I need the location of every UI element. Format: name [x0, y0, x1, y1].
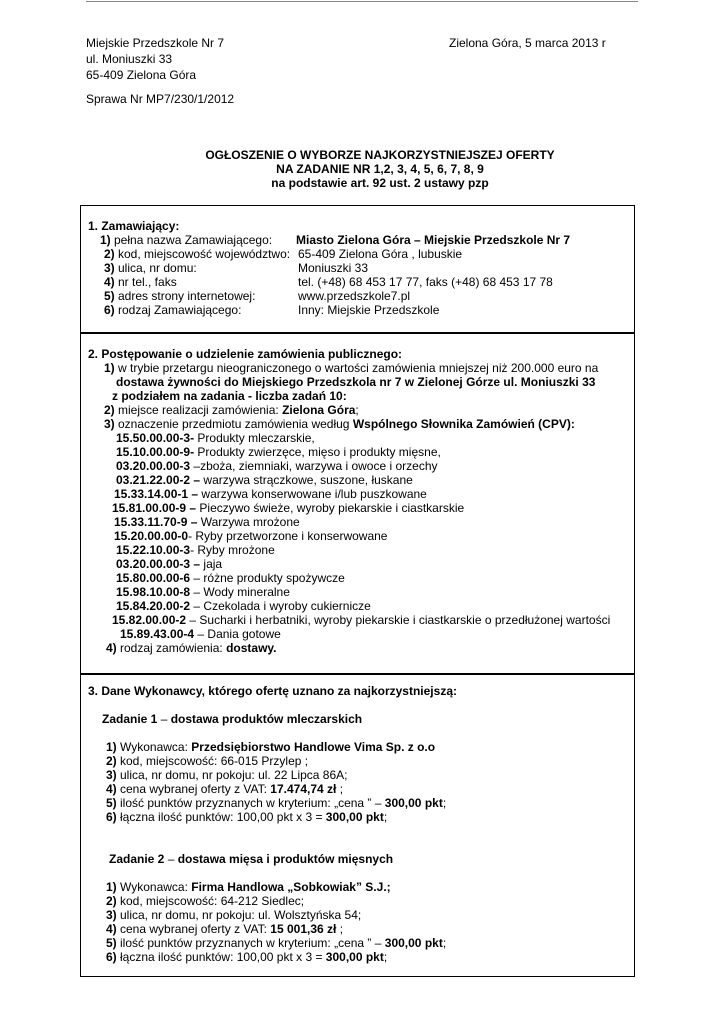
- cpv-item: [116, 571, 345, 585]
- s1-item-4: [104, 275, 177, 289]
- section-2-heading: 2. Postępowanie o udzielenie zamówienia publicznego:: [88, 347, 403, 361]
- item-text: cena wybranej oferty z VAT:: [116, 782, 271, 796]
- cpv-code: 15.82.00.00-2: [112, 613, 187, 627]
- s1-item-2: [104, 247, 290, 261]
- cpv-code: 03.20.00.00-3: [116, 459, 191, 473]
- s1-item-4-label: nr tel., faks: [114, 275, 177, 289]
- cpv-desc: warzywa konserwowane i/lub puszkowane: [198, 487, 427, 501]
- task-1-item-2: [106, 754, 308, 768]
- document-date: Zielona Góra, 5 marca 2013 r: [449, 36, 606, 50]
- sender-address: [86, 35, 224, 83]
- cpv-code: 15.33.11.70-9 –: [114, 515, 198, 529]
- s1-item-2-value: 65-409 Zielona Góra , lubuskie: [298, 247, 463, 261]
- cpv-item: [114, 529, 387, 543]
- item-end: ;: [442, 796, 447, 810]
- cpv-item: [114, 515, 300, 529]
- s1-item-3-value: Moniuszki 33: [298, 261, 369, 275]
- task-2-item-3: [106, 908, 361, 922]
- s2-point-4-text: rodzaj zamówienia:: [116, 641, 227, 655]
- cpv-item: [112, 613, 610, 627]
- s1-item-2-num: 2): [104, 247, 115, 261]
- task-2-item-4: [106, 922, 343, 936]
- cpv-code: 15.50.00.00-3-: [116, 431, 195, 445]
- cpv-desc: Pieczywo świeże, wyroby piekarskie i ciastkarskie: [196, 501, 465, 515]
- task-1-item-4: [106, 782, 343, 796]
- contractor-name: Przedsiębiorstwo Handlowe Vima Sp. z o.o: [191, 740, 436, 754]
- cpv-desc: - Ryby przetworzone i konserwowane: [188, 529, 388, 543]
- s1-item-1-value: Miasto Zielona Góra – Miejskie Przedszkole Nr 7: [296, 233, 571, 247]
- s2-point-1-tasks: z podziałem na zadania - liczba zadań 10:: [112, 389, 347, 403]
- item-text: kod, miejscowość: 64-212 Siedlec;: [116, 894, 305, 908]
- s2-point-2-text: miejsce realizacji zamówienia:: [114, 403, 283, 417]
- cpv-code: 15.98.10.00-8: [116, 585, 191, 599]
- cpv-item: [116, 585, 290, 599]
- contractor-name: Firma Handlowa „Sobkowiak” S.J.;: [191, 880, 391, 894]
- s1-item-5-num: 5): [104, 289, 115, 303]
- cpv-item: [120, 627, 281, 641]
- s1-item-6-value: Inny: Miejskie Przedszkole: [298, 303, 440, 317]
- task-1-item-1: [106, 740, 435, 754]
- cpv-desc: – Wody mineralne: [190, 585, 290, 599]
- criterion-points: 300,00 pkt: [384, 936, 443, 950]
- offer-price: 15 001,36 zł: [270, 922, 337, 936]
- offer-price: 17.474,74 zł: [270, 782, 337, 796]
- cpv-item: [116, 599, 371, 613]
- cpv-item: [112, 501, 464, 515]
- s1-item-4-value: tel. (+48) 68 453 17 77, faks (+48) 68 453 17 78: [298, 275, 553, 289]
- task-2-item-6: [106, 950, 387, 964]
- cpv-code: 03.20.00.00-3 –: [116, 557, 201, 571]
- org-name: Miejskie Przedszkole Nr 7: [86, 36, 225, 50]
- cpv-desc: – Sucharki i herbatniki, wyroby piekarskie i ciastkarskie o przedłużonej wartości: [186, 613, 611, 627]
- task-2-item-1: [106, 880, 391, 894]
- item-text: ulica, nr domu, nr pokoju: ul. 22 Lipca 86A;: [116, 768, 348, 782]
- cpv-item: [116, 431, 315, 445]
- cpv-code: 15.22.10.00-3: [116, 543, 191, 557]
- task-2-subject: dostawa mięsa i produktów mięsnych: [177, 852, 394, 866]
- task-1-title: [102, 712, 362, 726]
- cpv-code: 15.20.00.00-0: [114, 529, 189, 543]
- s1-item-1-num: 1): [100, 233, 111, 247]
- item-num: 3): [106, 768, 117, 782]
- cpv-desc: – Czekolada i wyroby cukiernicze: [190, 599, 371, 613]
- task-2-item-5: [106, 936, 446, 950]
- s2-point-1-text: w trybie przetargu nieograniczonego o wartości zamówienia mniejszej niż 200.000 euro na: [114, 361, 599, 375]
- cpv-code: 15.81.00.00-9 –: [112, 501, 197, 515]
- s2-point-4-type: dostawy.: [226, 641, 277, 655]
- case-number: Sprawa Nr MP7/230/1/2012: [86, 92, 235, 106]
- task-1-item-5: [106, 796, 446, 810]
- cpv-desc: – Dania gotowe: [194, 627, 281, 641]
- s2-point-3-num: 3): [104, 417, 115, 431]
- s1-item-5-label: adres strony internetowej:: [114, 289, 256, 303]
- s2-point-3: [104, 417, 575, 431]
- item-text: kod, miejscowość: 66-015 Przylep ;: [116, 754, 309, 768]
- item-num: 1): [106, 880, 117, 894]
- item-text: łączna ilość punktów: 100,00 pkt x 3 =: [116, 950, 326, 964]
- cpv-item: [116, 557, 222, 571]
- item-text: ilość punktów przyznanych w kryterium: „cena ” –: [116, 936, 385, 950]
- document-title: [80, 148, 680, 190]
- cpv-code: 03.21.22.00-2 –: [116, 473, 201, 487]
- title-line-3: na podstawie art. 92 ust. 2 ustawy pzp: [271, 176, 489, 190]
- s2-point-3-text: oznaczenie przedmiotu zamówienia według: [114, 417, 353, 431]
- total-points: 300,00 pkt: [325, 810, 384, 824]
- s2-point-2-end: ;: [355, 403, 359, 417]
- item-text: Wykonawca:: [116, 880, 192, 894]
- cpv-item: [114, 487, 427, 501]
- item-text: ilość punktów przyznanych w kryterium: „cena ” –: [116, 796, 385, 810]
- cpv-item: [116, 543, 275, 557]
- item-num: 2): [106, 894, 117, 908]
- section-3-heading: 3. Dane Wykonawcy, którego ofertę uznano za najkorzystniejszą:: [88, 684, 457, 698]
- task-1-item-3: [106, 768, 347, 782]
- item-end: ;: [383, 810, 388, 824]
- total-points: 300,00 pkt: [325, 950, 384, 964]
- s2-point-2: [104, 403, 359, 417]
- s1-item-3-num: 3): [104, 261, 115, 275]
- cpv-code: 15.10.00.00-9-: [116, 445, 195, 459]
- s2-point-2-num: 2): [104, 403, 115, 417]
- cpv-code: 15.89.43.00-4: [120, 627, 195, 641]
- s2-point-2-place: Zielona Góra: [282, 403, 356, 417]
- item-num: 5): [106, 796, 117, 810]
- item-num: 6): [106, 950, 117, 964]
- task-1-label: Zadanie 1: [102, 712, 158, 726]
- s1-item-6-num: 6): [104, 303, 115, 317]
- s2-point-1-subject: dostawa żywności do Miejskiego Przedszkola nr 7 w Zielonej Górze ul. Moniuszki 33: [116, 375, 596, 389]
- item-text: Wykonawca:: [116, 740, 192, 754]
- cpv-desc: Produkty mleczarskie,: [194, 431, 315, 445]
- item-text: ulica, nr domu, nr pokoju: ul. Wolsztyńska 54;: [116, 908, 362, 922]
- s2-point-1-num: 1): [104, 361, 115, 375]
- cpv-code: 15.80.00.00-6: [116, 571, 191, 585]
- cpv-desc: jaja: [200, 557, 223, 571]
- s1-item-6: [104, 303, 241, 317]
- top-rule: [86, 1, 638, 2]
- cpv-code: 15.84.20.00-2: [116, 599, 191, 613]
- cpv-desc: Produkty zwierzęce, mięso i produkty mięsne,: [194, 445, 441, 459]
- cpv-desc: - Ryby mrożone: [190, 543, 275, 557]
- item-end: ;: [336, 782, 344, 796]
- item-num: 2): [106, 754, 117, 768]
- s1-item-1: [100, 233, 272, 247]
- task-1-dash: –: [157, 712, 171, 726]
- item-text: łączna ilość punktów: 100,00 pkt x 3 =: [116, 810, 326, 824]
- cpv-desc: Warzywa mrożone: [197, 515, 300, 529]
- cpv-item: [116, 473, 413, 487]
- item-end: ;: [442, 936, 447, 950]
- cpv-desc: warzywa strączkowe, suszone, łuskane: [200, 473, 413, 487]
- s1-item-5-value: www.przedszkole7.pl: [298, 289, 411, 303]
- s1-item-3-label: ulica, nr domu:: [114, 261, 197, 275]
- cpv-item: [116, 445, 441, 459]
- cpv-code: 15.33.14.00-1 –: [114, 487, 199, 501]
- item-end: ;: [383, 950, 388, 964]
- s2-point-1: [104, 361, 598, 375]
- org-street: ul. Moniuszki 33: [86, 52, 173, 66]
- item-end: ;: [336, 922, 344, 936]
- s1-item-1-label: pełna nazwa Zamawiającego:: [110, 233, 273, 247]
- s1-item-3: [104, 261, 197, 275]
- item-num: 1): [106, 740, 117, 754]
- criterion-points: 300,00 pkt: [384, 796, 443, 810]
- task-2-title: [109, 852, 393, 866]
- s2-point-4: [106, 641, 277, 655]
- item-num: 4): [106, 922, 117, 936]
- cpv-desc: –zboża, ziemniaki, warzywa i owoce i orzechy: [190, 459, 438, 473]
- task-2-dash: –: [164, 852, 178, 866]
- title-line-2: NA ZADANIE NR 1,2, 3, 4, 5, 6, 7, 8, 9: [276, 162, 484, 176]
- title-line-1: OGŁOSZENIE O WYBORZE NAJKORZYSTNIEJSZEJ OFERTY: [205, 148, 555, 162]
- task-2-label: Zadanie 2: [109, 852, 165, 866]
- item-num: 6): [106, 810, 117, 824]
- item-num: 3): [106, 908, 117, 922]
- task-2-item-2: [106, 894, 304, 908]
- item-num: 5): [106, 936, 117, 950]
- item-num: 4): [106, 782, 117, 796]
- section-1-heading: 1. Zamawiający:: [88, 219, 180, 233]
- cpv-item: [116, 459, 438, 473]
- org-city: 65-409 Zielona Góra: [86, 68, 197, 82]
- task-1-subject: dostawa produktów mleczarskich: [170, 712, 363, 726]
- s2-point-4-num: 4): [106, 641, 117, 655]
- s1-item-4-num: 4): [104, 275, 115, 289]
- cpv-desc: – różne produkty spożywcze: [190, 571, 345, 585]
- s2-point-3-cpv-label: Wspólnego Słownika Zamówień (CPV):: [352, 417, 575, 431]
- task-1-item-6: [106, 810, 387, 824]
- s1-item-6-label: rodzaj Zamawiającego:: [114, 303, 242, 317]
- s1-item-5: [104, 289, 255, 303]
- s1-item-2-label: kod, miejscowość województwo:: [114, 247, 291, 261]
- item-text: cena wybranej oferty z VAT:: [116, 922, 271, 936]
